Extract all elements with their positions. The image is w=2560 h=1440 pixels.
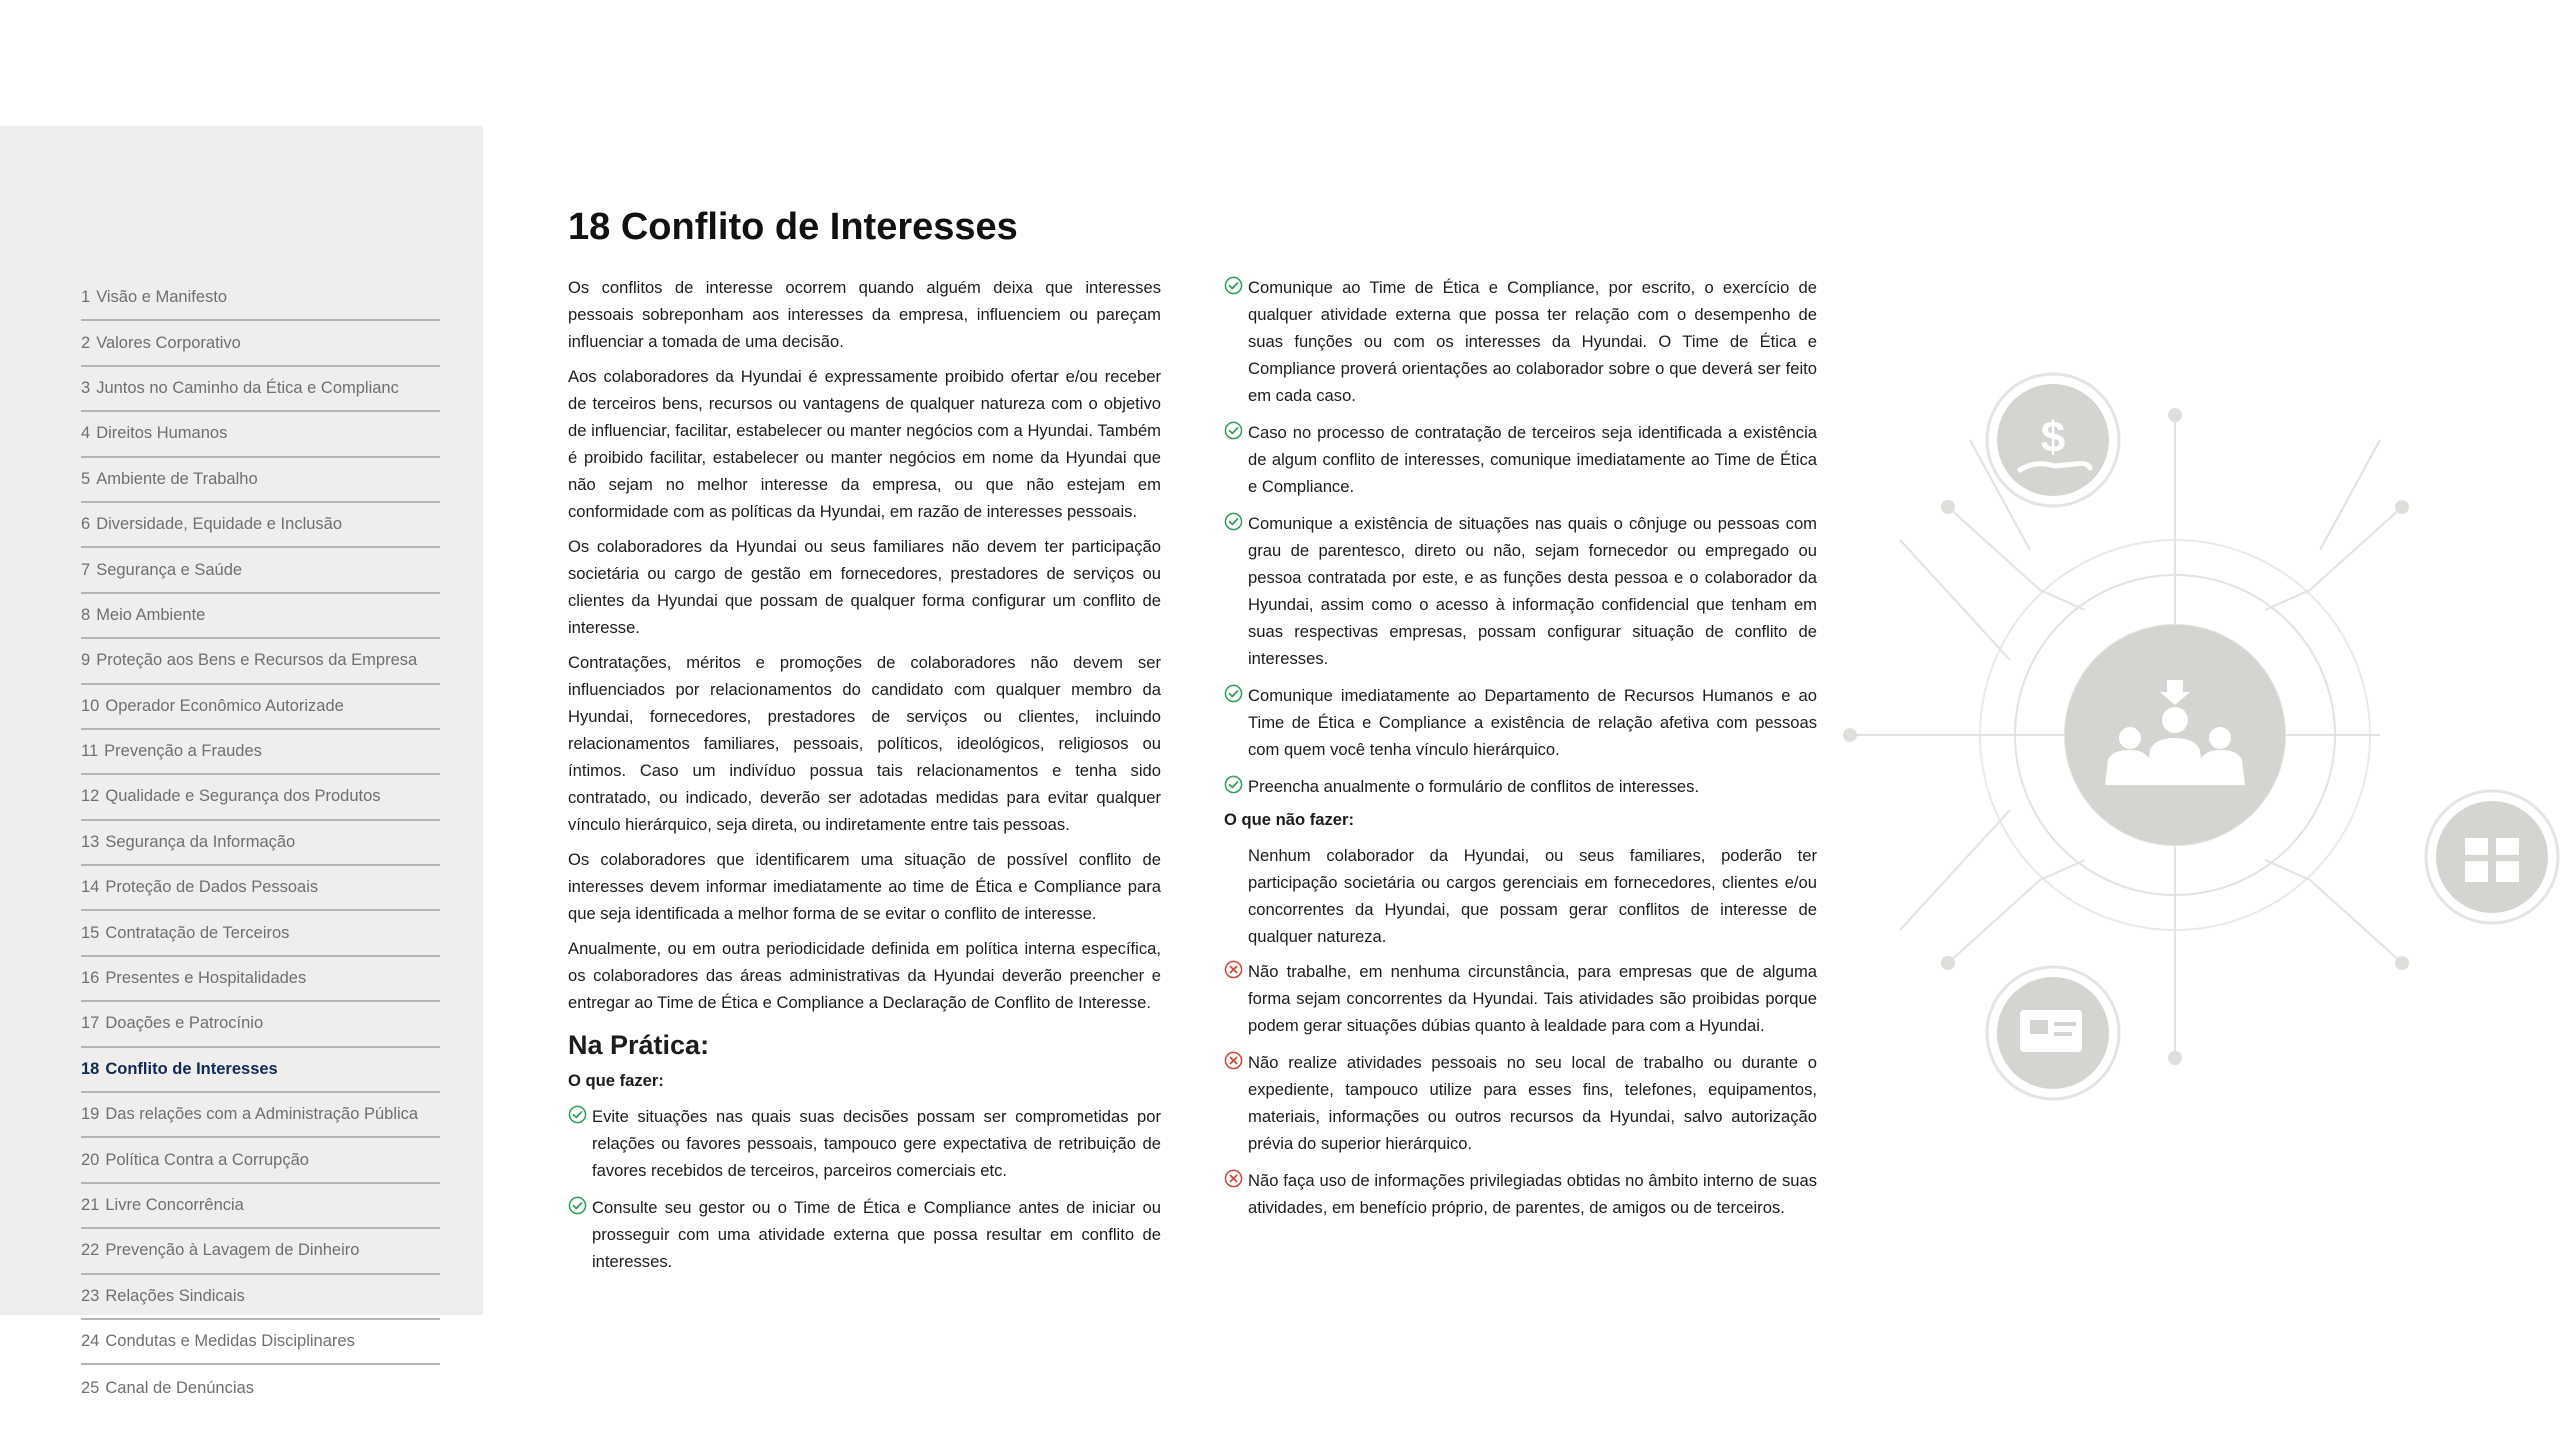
toc-item-15[interactable]: 15 Contratação de Terceiros — [81, 911, 440, 956]
right-column — [1224, 274, 1817, 1231]
toc-item-7[interactable]: 7 Segurança e Saúde — [81, 548, 440, 593]
toc-item-13[interactable]: 13 Segurança da Informação — [81, 821, 440, 866]
toc-item-8[interactable]: 8 Meio Ambiente — [81, 594, 440, 639]
check-circle-icon — [1224, 421, 1243, 440]
dont-item-text: Não trabalhe, em nenhuma circunstância, para empresas que de alguma forma sejam concorrentes da Hyundai. Tais atividades são proibidas porque podem gerar situações dúbias quanto à lealdade para com a Hyundai. — [1248, 962, 1817, 1035]
toc-item-12[interactable]: 12 Qualidade e Segurança dos Produtos — [81, 775, 440, 820]
dont-item — [1224, 958, 1817, 1039]
body-paragraph: Contratações, méritos e promoções de colaboradores não devem ser influenciados por relacionamentos do candidato com qualquer membro da Hyundai, fornecedores, prestadores de serviços ou clientes, incluindo relacionamentos familiares, pessoais, políticos, ideológicos, religiosos ou íntimos. Caso um indivíduo possua tais relacionamentos e tenha sido contratado, ou indicado, deverão ser adotadas medidas para evitar qualquer vínculo hierárquico, seja direta, ou indiretamente entre tais pessoas. — [568, 653, 1161, 834]
do-item-text: Preencha anualmente o formulário de conflitos de interesses. — [1248, 777, 1700, 796]
dont-item-text: Não faça uso de informações privilegiadas obtidas no âmbito interno de suas atividades, em benefício próprio, de parentes, de amigos ou de terceiros. — [1248, 1171, 1817, 1217]
toc-item-6[interactable]: 6 Diversidade, Equidade e Inclusão — [81, 503, 440, 548]
team-icon — [2065, 625, 2285, 845]
toc-item-5[interactable]: 5 Ambiente de Trabalho — [81, 458, 440, 503]
do-item — [1224, 773, 1817, 800]
toc-item-17[interactable]: 17 Doações e Patrocínio — [81, 1002, 440, 1047]
dont-intro: Nenhum colaborador da Hyundai, ou seus familiares, poderão ter participação societária ou cargos gerenciais em fornecedores, clientes e/ou concorrentes da Hyundai, que possam gerar conflitos de interesse de qualquer natureza. — [1248, 846, 1817, 946]
toc-item-21[interactable]: 21 Livre Concorrência — [81, 1184, 440, 1229]
network-illustration — [1820, 360, 2560, 1120]
toc-item-18-active[interactable]: 18 Conflito de Interesses — [81, 1048, 440, 1093]
body-paragraph: Anualmente, ou em outra periodicidade definida em política interna específica, os colaboradores das áreas administrativas da Hyundai deverão preencher e entregar ao Time de Ética e Compliance a Declaração de Conflito de Interesse. — [568, 939, 1161, 1012]
o-que-nao-fazer-heading: O que não fazer: — [1224, 810, 1355, 829]
check-circle-icon — [1224, 512, 1243, 531]
page-title: 18 Conflito de Interesses — [568, 206, 1018, 248]
do-item — [1224, 419, 1817, 500]
sidebar-toc — [0, 126, 483, 1397]
dont-item — [1224, 1167, 1817, 1221]
intro-paragraph: Os conflitos de interesse ocorrem quando alguém deixa que interesses pessoais sobreponham aos interesses da empresa, influenciem ou pareçam influenciar a tomada de uma decisão. — [568, 278, 1161, 351]
gift-icon — [2426, 791, 2558, 923]
check-circle-icon — [568, 1105, 587, 1124]
toc-item-22[interactable]: 22 Prevenção à Lavagem de Dinheiro — [81, 1229, 440, 1274]
toc-item-23[interactable]: 23 Relações Sindicais — [81, 1275, 440, 1320]
do-item — [1224, 274, 1817, 409]
x-circle-icon — [1224, 1051, 1243, 1070]
do-item-text: Comunique a existência de situações nas quais o cônjuge ou pessoas com grau de parentesco, direto ou não, sejam fornecedor ou empregado ou pessoa contratada por este, e as funções desta pessoa e o colaborador da Hyundai, assim como o acesso à informação confidencial que tenham em suas respectivas empresas, possam configurar situação de conflito de interesses. — [1248, 514, 1817, 668]
toc-item-14[interactable]: 14 Proteção de Dados Pessoais — [81, 866, 440, 911]
na-pratica-heading: Na Prática: — [568, 1030, 710, 1060]
do-item-text: Comunique imediatamente ao Departamento de Recursos Humanos e ao Time de Ética e Compliance a existência de relação afetiva com pessoas com quem você tenha vínculo hierárquico. — [1248, 686, 1817, 759]
toc-item-3[interactable]: 3 Juntos no Caminho da Ética e Complianc — [81, 367, 440, 412]
left-column — [568, 274, 1161, 1285]
o-que-fazer-heading: O que fazer: — [568, 1071, 664, 1090]
id-card-icon — [1987, 967, 2119, 1099]
dont-item-text: Não realize atividades pessoais no seu local de trabalho ou durante o expediente, tampouco utilize para esses fins, telefones, equipamentos, materiais, informações ou outros recursos da Hyundai, salvo autorização prévia do superior hierárquico. — [1248, 1053, 1817, 1153]
body-paragraph: Os colaboradores da Hyundai ou seus familiares não devem ter participação societária ou cargo de gestão em fornecedores, prestadores de serviços ou clientes da Hyundai que possam de qualquer forma configurar um conflito de interesse. — [568, 537, 1161, 637]
money-hand-icon — [1987, 374, 2119, 506]
check-circle-icon — [1224, 276, 1243, 295]
do-item-text: Comunique ao Time de Ética e Compliance, por escrito, o exercício de qualquer atividade externa que possa ter relação com o desempenho de suas funções ou com os interesses da Hyundai. O Time de Ética e Compliance proverá orientações ao colaborador sobre o que deverá ser feito em cada caso. — [1248, 278, 1817, 405]
x-circle-icon — [1224, 960, 1243, 979]
do-item-text: Caso no processo de contratação de terceiros seja identificada a existência de algum conflito de interesses, comunique imediatamente ao Time de Ética e Compliance. — [1248, 423, 1817, 496]
check-circle-icon — [1224, 775, 1243, 794]
toc-item-4[interactable]: 4 Direitos Humanos — [81, 412, 440, 457]
toc-item-11[interactable]: 11 Prevenção a Fraudes — [81, 730, 440, 775]
body-paragraph: Os colaboradores que identificarem uma situação de possível conflito de interesses devem informar imediatamente ao time de Ética e Compliance para que seja identificada a melhor forma de se evitar o conflito de interesse. — [568, 850, 1161, 923]
do-item — [568, 1103, 1161, 1184]
check-circle-icon — [1224, 684, 1243, 703]
x-circle-icon — [1224, 1169, 1243, 1188]
do-item-text: Evite situações nas quais suas decisões possam ser comprometidas por relações ou favores pessoais, tampouco gere expectativa de retribuição de favores recebidos de terceiros, parceiros comerciais etc. — [592, 1107, 1161, 1180]
toc-item-9[interactable]: 9 Proteção aos Bens e Recursos da Empresa — [81, 639, 440, 684]
toc-item-24[interactable]: 24 Condutas e Medidas Disciplinares — [81, 1320, 440, 1365]
do-item — [568, 1194, 1161, 1275]
dont-item — [1224, 1049, 1817, 1157]
do-item — [1224, 682, 1817, 763]
toc-item-16[interactable]: 16 Presentes e Hospitalidades — [81, 957, 440, 1002]
table-of-contents — [81, 276, 440, 1411]
do-item-text: Consulte seu gestor ou o Time de Ética e Compliance antes de iniciar ou prosseguir com uma atividade externa que possa resultar em conflito de interesses. — [592, 1198, 1161, 1271]
toc-item-2[interactable]: 2 Valores Corporativo — [81, 321, 440, 366]
check-circle-icon — [568, 1196, 587, 1215]
body-paragraph: Aos colaboradores da Hyundai é expressamente proibido ofertar e/ou receber de terceiros bens, recursos ou vantagens de qualquer natureza com o objetivo de influenciar, facilitar, estabelecer ou manter negócios com a Hyundai. Também é proibido facilitar, estabelecer ou manter negócios em nome da Hyundai que não sejam no melhor interesse da empresa, ou que não estejam em conformidade com as políticas da Hyundai, em razão de interesses pessoais. — [568, 367, 1161, 521]
toc-item-1[interactable]: 1 Visão e Manifesto — [81, 276, 440, 321]
do-item — [1224, 510, 1817, 672]
svg-text:$: $ — [2040, 413, 2066, 462]
toc-item-25[interactable]: 25 Canal de Denúncias — [81, 1378, 254, 1397]
toc-item-20[interactable]: 20 Política Contra a Corrupção — [81, 1138, 440, 1183]
toc-item-19[interactable]: 19 Das relações com a Administração Pública — [81, 1093, 440, 1138]
toc-item-10[interactable]: 10 Operador Econômico Autorizade — [81, 685, 440, 730]
